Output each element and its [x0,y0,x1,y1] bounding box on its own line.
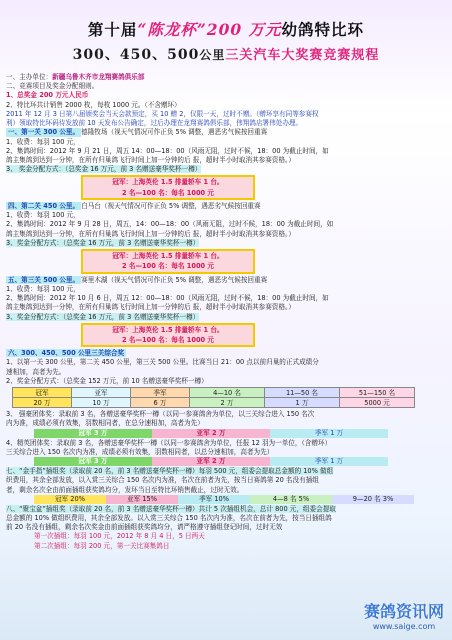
team-2-champion: 冠军 3 万 [34,457,152,466]
race-3-prize-champion: 冠军：上海英伦 1.5 排量轿车 1 台。 [83,325,253,335]
race-2-site: 白马台（视天气情况可作正负 5% 调整，遇恶劣气候按回重赛 [81,201,261,210]
race-1-title: 一、第一关 300 公里。 [8,128,80,137]
race-3-rule: 鸽主集鸽到达到一分钟，在所有归巢鸽飞行时间上加一分钟的后 报，超时半小时取消其参赛资格。） [6,303,295,312]
team-2-third: 季军 1 万 [270,457,388,466]
organizer-line [6,73,446,81]
table-row [34,457,388,466]
table-cell: 2 万 [190,398,265,408]
race-2-title: 四、第二关 450 公里。 [8,201,80,210]
team-1-champion: 冠军 3 万 [34,429,152,438]
team-1-text-1: 3、 强豪团体奖：录取前 3 名，各赠送豪华奖杯一樽（以同一参赛鸽舍为单位，以三关综合进入 150 名次 [6,410,315,419]
organizer-label: 一、主办单位： [6,72,53,81]
section-8-text-2: 总金额的 10% 做组织费用，其余全部发放。以入赏三关综合 150 名次内为准，名次在前者为先，按当日插组鸽 [6,514,332,523]
race-2-rule: 鸽主集鸽到达到一分钟，在所有归巢鸽飞行时间上加一分钟的后 报，超时半小时取消其参赛资格。） [6,229,295,238]
combined-rule-2: 速相加，高者为先。 [6,367,66,376]
combined-title: 六、300、450、500 公里三关综合奖 [8,349,125,358]
combined-alloc: 2、奖金分配方式：（总奖金 152 万元，前 10 名赠送豪华奖杯一樽） [6,376,208,385]
team-1-text-2: 内为准，成绩必须有效集，羽数相同者，在总分速相加，高者为先） [6,419,204,428]
race-2-fee: 1、收费：每羽 100 元， [6,211,80,220]
title-event: 幼鸽特比环 [281,20,365,39]
table-cell: 10 万 [72,398,131,408]
race-3-alloc [6,313,446,321]
team-2-prize-bar [34,457,388,466]
total-prize: 1、总奖金 200 万元人民币 [6,91,89,100]
table-cell: 6 万 [131,398,190,408]
table-cell: 5000 元 [340,398,415,408]
title-unit: 公里 [199,48,226,63]
section-7-head: 七、“金手指”插组奖（录取前 20 名，前 3 名赠送豪华奖杯一樽）每羽 500 元，组委会提取总金额的 10% 做组 [6,467,334,476]
race-3-title: 五、第三关 500 公里。 [8,275,80,284]
combined-prize-table [12,387,415,408]
title-cup-name: “陈龙杯” [137,20,207,39]
ring-note-2: 利）领取特比环码待发放前 10 天发布公告确定，过后办理在龙翔赛鸽俱乐部，伟翔鸽店署伟处办理。 [6,119,303,128]
race-1-prize-champion: 冠军：上海英伦 1.5 排量轿车 1 台。 [83,177,253,187]
table-cell: 1 万 [265,398,340,408]
race-1-collect: 2、集鸽时间：2012 年 9 月 21 日，周五 14：00—18：00（风雨无阻，过时不候，18：00 为截止时间，如 [6,146,329,155]
title-amount: 200 万元 [206,20,282,39]
table-header-cell: 11—50 名 [265,388,340,398]
section-8-slot-1: 第一次插组：每羽 100 元，2012 年 8 月 4 日，5 日两天 [34,532,205,541]
section-7-4-8: 4—8 名 5% [250,495,332,504]
title-edition: 第十届 [87,20,138,39]
table-row [13,398,415,408]
section-7-text-2: 织费用，其余全部发放，以入赏三关综合 150 名次内为准，名次在前者为先，按当日赛鸽第 20 名没有插组 [6,476,319,485]
race-3-prize-box [81,323,255,347]
race-2-alloc-text: 3、奖金分配方式：（总奖金 16 万元，前 3 名赠送豪华奖杯一樽） [6,238,200,247]
race-2-prize-others: 2 名—100 名：每名 1000 元 [83,261,253,271]
page-title-line-1 [6,20,446,39]
table-row [34,429,388,438]
page-title-line-2 [6,47,446,65]
section-7-runner-up: 亚军 15% [106,495,178,504]
race-3-prize-others: 2 名—100 名：每名 1000 元 [83,335,253,345]
ring-sales: 2、特比环共计销售 2000 枚，每枚 1000 元。（不含赠环） [6,100,181,109]
title-distances: 300、450、500 [72,47,200,64]
section-7-champion: 冠军 20% [34,495,106,504]
race-2-collect: 2、集鸽时间：2012 年 9 月 28 日，周五，14：00—18：00（风雨无阻，过时不候，18：00 为截止时间，如 [6,220,334,229]
combined-head [6,349,446,357]
section-8-text-1 [6,505,446,513]
section-2-title: 二、竞赛项目及奖金分配细则。 [6,82,99,91]
table-header-cell: 亚军 [72,388,131,398]
race-2-alloc [6,239,446,247]
ring-note-1: 2011 年 12 月 3 日第八届颁奖会当天会款预定，买 10 赠 2，仅限一天，过时不赠。（赠环享有同等参赛权 [6,109,319,118]
race-1-site: 德隆牧场（视天气情况可作正负 5% 调整，遇恶劣气候按回重赛 [81,128,268,137]
table-row [13,388,415,398]
competition-rules-document [6,6,446,551]
race-3-head [6,276,446,284]
team-1-runner-up: 亚军 2 万 [152,429,270,438]
combined-rule: 1、以第一关 300 公里，第二关 450 公里，第三关 500 公里。比赛当日 21：00 点以前归巢的正式成绩分 [6,358,319,367]
table-header-cell: 冠军 [13,388,72,398]
team-2-text-1: 4、精英团体奖：录取前 3 名，各赠送豪华奖杯一樽（以同一参赛鸽舍为单位，任报 12 羽为一单位，（含赠环） [6,438,332,447]
table-header-cell: 51—150 名 [340,388,415,398]
section-7-9-20: 9—20 名 3% [332,495,414,504]
race-1-prize-others: 2 名—100 名：每名 1000 元 [83,188,253,198]
section-8-head: 八、“聚宝盆”插组奖（录取前 20 名，前 3 名赠送豪华奖杯一樽）共计 5 次插组机会，总计 800 元，组委会提取 [6,504,336,513]
section-7-text-1 [6,467,446,475]
race-3-site: 赛里木湖（视天气情况可作正负 5% 调整，遇恶劣气候按回重赛 [81,275,268,284]
organizer-name: 新疆乌鲁木齐市龙翔赛鸽俱乐部 [52,72,145,81]
race-3-fee: 1、收费：每羽 100 元， [6,284,80,293]
race-1-alloc-text: 3、 奖金分配方式：（总奖金 16 万元，前 3 名赠送豪华奖杯一樽） [6,165,202,174]
race-2-prize-champion: 冠军：上海英伦 1.5 排量轿车 1 台。 [83,251,253,261]
team-1-prize-bar [34,429,388,438]
race-1-fee: 1、收费：每羽 100 元， [6,137,80,146]
section-7-third: 季军 10% [178,495,250,504]
watermark-logo-text: 赛鸽资讯网 [363,602,444,621]
section-7-prize-bar [34,495,446,504]
site-watermark [364,602,444,632]
section-8-text-3: 前 20 名没有插组，剩余名次奖金由前面插组获奖鸽均分，请严格遵守插组登记时间，过时无效 [6,523,283,532]
table-header-cell: 4—10 名 [190,388,265,398]
team-2-text-2: 三关综合进入 150 名次内为准，成绩必须有效集，羽数相同者，以总分速相加，高者为先） [6,447,274,456]
race-2-prize-box [81,249,255,273]
section-8-slot-2: 第二次插组：每羽 200 元，第一关比赛集鸽日 [34,541,170,550]
race-3-collect: 2、集鸽时间：2012 年 10 月 6 日，周五 12：00—18：00（风雨无阻，过时不候，18：00 为截止时间，如 [6,294,329,303]
race-2-head [6,202,446,210]
table-header-cell: 季军 [131,388,190,398]
section-7-text-3: 者，剩余名次全由前面插组获奖鸽均分，发环当日至特比环销售截止，过时无效。 [6,485,244,494]
race-1-head [6,128,446,136]
race-1-rule: 鸽主集鸽到达到一分钟，在所有归巢鸽飞行时间上加一分钟的后 报，超时半小时取消其参赛资格。） [6,155,295,164]
table-cell: 20 万 [13,398,72,408]
title-rule: 三关汽车大奖赛竞赛规程 [225,48,380,64]
race-1-prize-box [81,175,255,199]
team-1-third: 季军 1 万 [270,429,388,438]
race-1-alloc [6,165,446,173]
team-2-runner-up: 亚军 2 万 [152,457,270,466]
watermark-url: www.saige.com [372,622,436,631]
race-3-alloc-text: 3、奖金分配方式：（总奖金 16 万元，前 3 名赠送豪华奖杯一樽） [6,312,200,321]
